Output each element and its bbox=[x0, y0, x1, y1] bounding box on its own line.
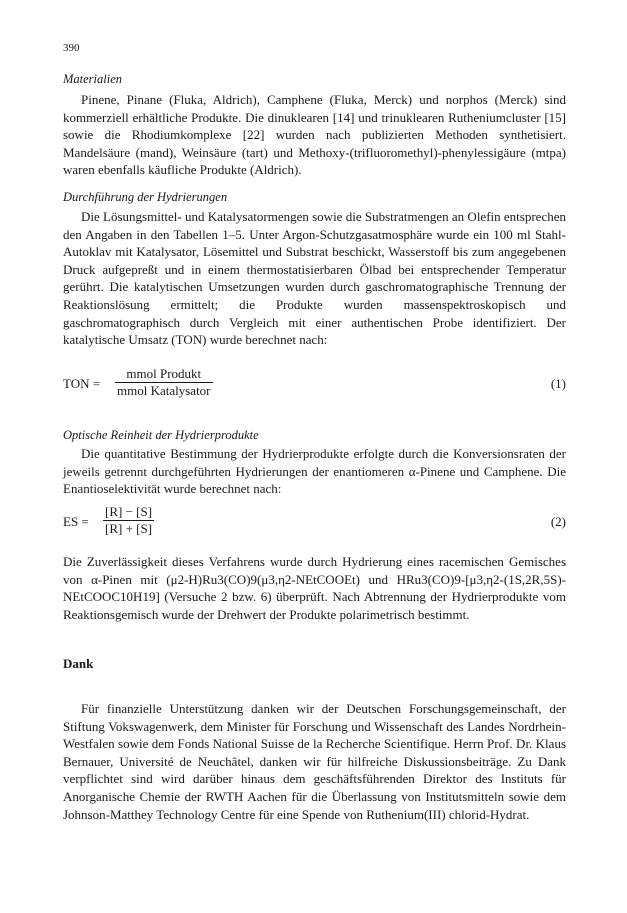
paragraph-hydrogenation: Die Lösungsmittel- und Katalysatormengen sowie die Substratmengen an Olefin entsprechen den Angaben in den Tabellen 1–5. Unter Argon-Schutzgasatmosphäre wurde ein 100 ml Stahl-Autoklav mit Katalysator, Lösemittel und Substrat beschickt, Wasserstoff bis zum angegebenen Druck aufgepreßt und in einem thermostatisierbaren Ölbad bei entsprechender Temperatur gerührt. Die katalytischen Umsetzungen wurden durch gaschromatographische Trennung der Reaktionslösung ermittelt; die Produkte wurden massenspektroskopisch und gaschromatographisch durch Vergleich mit einer authentischen Probe identifiziert. Der katalytische Umsatz (TON) wurde berechnet nach: bbox=[63, 209, 566, 348]
equation-ton-number: (1) bbox=[550, 376, 566, 391]
page-number: 390 bbox=[63, 42, 80, 54]
paragraph-optical-purity: Die quantitative Bestimmung der Hydrierprodukte erfolgte durch die Konversionsraten der jeweils getrennt durchgeführten Hydrierungen der enantiomeren α-Pinene und Camphene. Die Enantioselektivität wurde berechnet nach: bbox=[63, 446, 566, 497]
heading-acknowledgement: Dank bbox=[63, 656, 94, 671]
equation-ton-fraction bbox=[115, 366, 213, 399]
equation-es-number: (2) bbox=[550, 514, 566, 529]
paragraph-materials: Pinene, Pinane (Fluka, Aldrich), Camphene (Fluka, Merck) und norphos (Merck) sind kommerziell erhältliche Produkte. Die dinuklearen [14] und trinuklearen Rutheniumcluster [15] sowie die Rhodiumkomplexe [22] wurden nach publizierten Methoden synthetisiert. Mandelsäure (mand), Weinsäure (tart) und Methoxy-(trifluoromethyl)-phenylessigäure (mtpa) waren ebenfalls käufliche Produkte (Aldrich). bbox=[63, 92, 566, 178]
heading-materials: Materialien bbox=[63, 72, 123, 86]
heading-hydrogenation: Durchführung der Hydrierungen bbox=[63, 190, 228, 204]
equation-ton-numerator: mmol Produkt bbox=[126, 366, 202, 381]
equation-es-fraction bbox=[103, 504, 154, 537]
equation-ton-denominator: mmol Katalysator bbox=[117, 383, 211, 398]
equation-es bbox=[63, 504, 566, 540]
equation-es-denominator: [R] + [S] bbox=[105, 521, 153, 536]
equation-ton bbox=[63, 366, 566, 402]
paragraph-reliability: Die Zuverlässigkeit dieses Verfahrens wurde durch Hydrierung eines racemischen Gemisches von α-Pinen mit (μ2-H)Ru3(CO)9(μ3,η2-NEtCOOEt) und HRu3(CO)9-[μ3,η2-(1S,2R,5S)-NEtCOOC10H19] (Versuche 2 bzw. 6) überprüft. Nach Abtrennung der Hydrierprodukte vom Reaktionsgemisch wurde der Drehwert der Produkte polarimetrisch bestimmt. bbox=[63, 554, 566, 622]
equation-ton-lhs: TON = bbox=[63, 376, 101, 391]
equation-es-numerator: [R] − [S] bbox=[105, 504, 153, 519]
paragraph-acknowledgement: Für finanzielle Unterstützung danken wir der Deutschen Forschungsgemeinschaft, der Stiftung Vokswagenwerk, dem Minister für Forschung und Wissenschaft des Landes Nordrhein-Westfalen sowie dem Fonds National Suisse de la Recherche Scientifique. Herrn Prof. Dr. Klaus Bernauer, Université de Neuchâtel, danken wir für hilfreiche Diskussionsbeiträge. Zu Dank verpflichtet sind wird darüber hinaus dem geschäftsführenden Direktor des Instituts für Anorganische Chemie der RWTH Aachen für die Überlassung von Institutsmitteln sowie dem Johnson-Matthey Technology Centre für eine Spende von Ruthenium(III) chlorid-Hydrat. bbox=[63, 701, 566, 822]
heading-optical-purity: Optische Reinheit der Hydrierprodukte bbox=[63, 428, 259, 442]
equation-es-lhs: ES = bbox=[63, 514, 89, 529]
